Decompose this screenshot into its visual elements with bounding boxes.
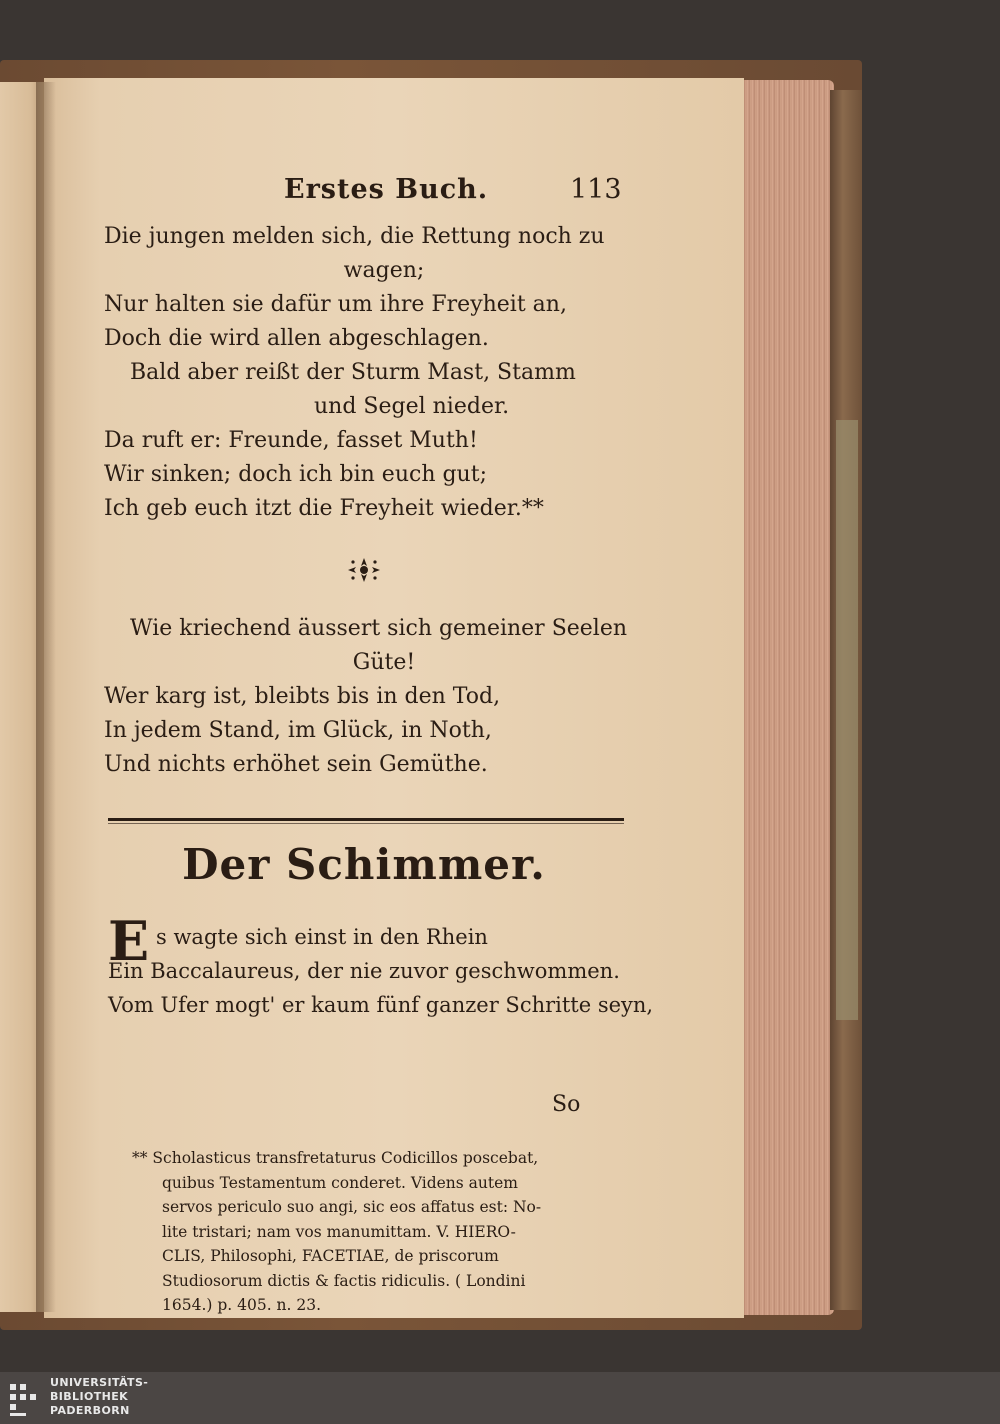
footnote-line: quibus Testamentum conderet. Videns autem xyxy=(162,1173,518,1192)
book-page xyxy=(44,78,744,1318)
verse-line: wagen; xyxy=(343,258,425,283)
library-footer xyxy=(0,1372,1000,1424)
verse-line: In jedem Stand, im Glück, in Noth, xyxy=(104,718,492,743)
verse-line: s wagte sich einst in den Rhein xyxy=(156,925,488,949)
footnote xyxy=(132,1146,692,1318)
verse-line: Die jungen melden sich, die Rettung noch zu xyxy=(104,224,605,249)
footnote-line: servos periculo suo angi, sic eos affatus est: No- xyxy=(162,1198,542,1216)
spine-label-strip xyxy=(836,420,858,1020)
footnote-line: lite tristari; nam vos manumittam. V. HIERO- xyxy=(162,1222,516,1241)
poem-stanza-2 xyxy=(104,612,664,782)
verse-line: Ich geb euch itzt die Freyheit wieder.** xyxy=(104,496,544,521)
footnote-line: 1654.) p. 405. n. 23. xyxy=(162,1296,322,1314)
fleuron-ornament-icon xyxy=(344,556,384,584)
page-header xyxy=(44,174,744,214)
section-rule xyxy=(108,818,624,821)
library-logo-icon xyxy=(8,1380,42,1418)
verse-line: Da ruft er: Freunde, fasset Muth! xyxy=(104,428,478,453)
footnote-line: ** Scholasticus transfretaturus Codicillos poscebat, xyxy=(132,1149,539,1167)
verse-line: Güte! xyxy=(352,650,416,675)
drop-cap: E xyxy=(108,909,150,973)
verse-line: und Segel nieder. xyxy=(314,394,510,419)
section-title: Der Schimmer. xyxy=(182,840,546,889)
footnote-line: Studiosorum dictis & factis ridiculis. ( Londini xyxy=(162,1271,526,1290)
page-edges xyxy=(736,80,834,1315)
library-name xyxy=(50,1376,148,1418)
catchword: So xyxy=(552,1092,581,1117)
library-name-line: PADERBORN xyxy=(50,1404,130,1417)
footnote-line: CLIS, Philosophi, FACETIAE, de priscorum xyxy=(162,1247,499,1265)
verse-line: Bald aber reißt der Sturm Mast, Stamm xyxy=(130,360,576,385)
library-name-line: UNIVERSITÄTS- xyxy=(50,1376,149,1389)
verse-line: Doch die wird allen abgeschlagen. xyxy=(104,326,489,351)
page-number: 113 xyxy=(570,174,622,205)
verse-line: Nur halten sie dafür um ihre Freyheit an, xyxy=(104,292,567,317)
verse-line: Wie kriechend äussert sich gemeiner Seelen xyxy=(130,616,628,641)
verse-line: Vom Ufer mogt' er kaum fünf ganzer Schritte seyn, xyxy=(108,993,654,1017)
verse-line: Und nichts erhöhet sein Gemüthe. xyxy=(104,752,488,777)
verse-line: Wir sinken; doch ich bin euch gut; xyxy=(104,462,487,487)
library-name-line: BIBLIOTHEK xyxy=(50,1390,129,1403)
running-title: Erstes Buch. xyxy=(284,174,489,205)
page-gutter-shadow xyxy=(36,82,56,1312)
section-rule-thin xyxy=(108,823,624,824)
verse-line: Ein Baccalaureus, der nie zuvor geschwommen. xyxy=(108,959,620,983)
poem-stanza-1 xyxy=(104,220,664,526)
verse-line: Wer karg ist, bleibts bis in den Tod, xyxy=(104,684,501,709)
poem-der-schimmer xyxy=(108,909,668,1022)
